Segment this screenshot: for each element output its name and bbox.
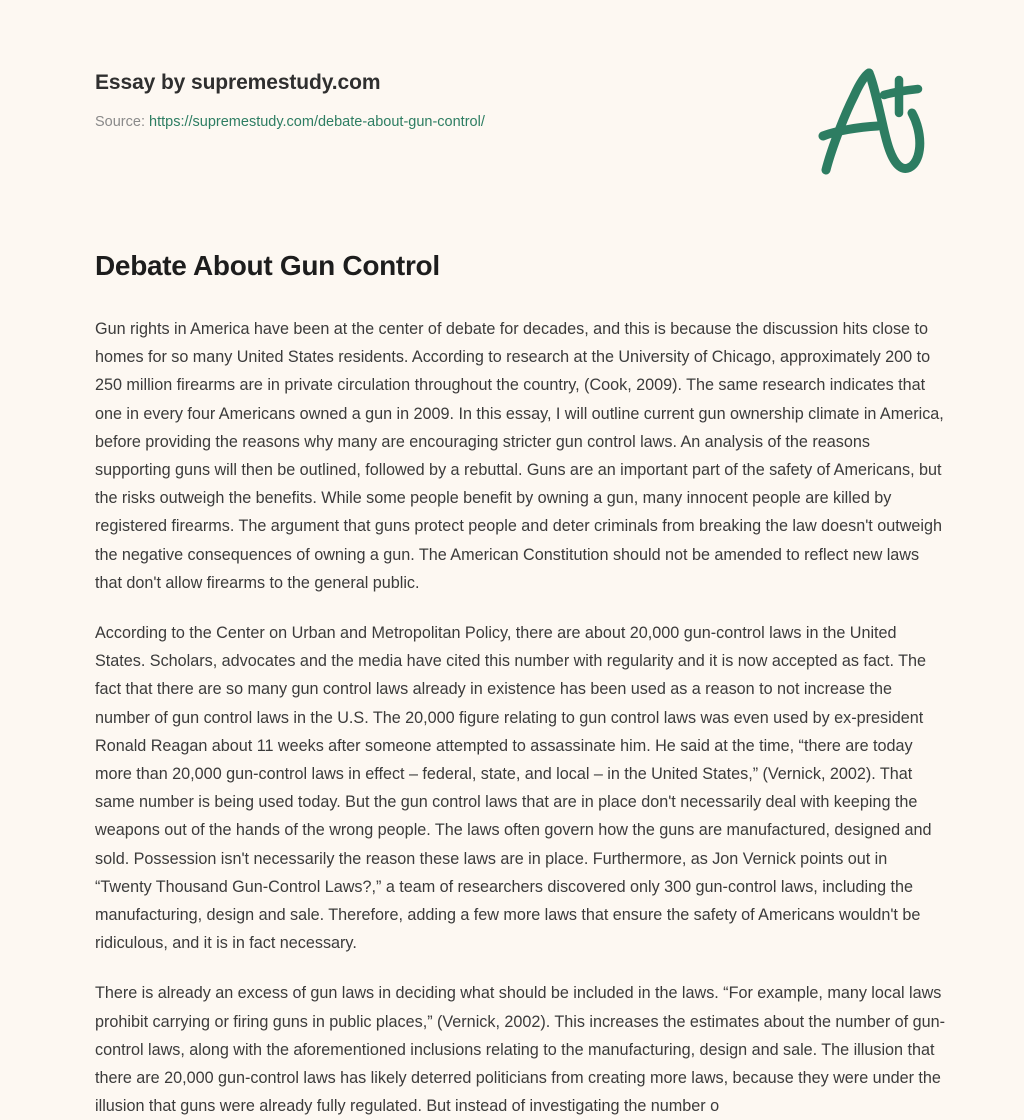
article-paragraph: According to the Center on Urban and Metropolitan Policy, there are about 20,000 gun-control laws in the United States. Scholars, advocates and the media have cited this number with regularity and it is now accepted as fact. The fact that there are so many gun control laws already in existence has been used as a reason to not increase the number of gun control laws in the U.S. The 20,000 figure relating to gun control laws was even used by ex-president Ronald Reagan about 11 weeks after someone attempted to assassinate him. He said at the time, “there are today more than 20,000 gun-control laws in effect – federal, state, and local – in the United States,” (Vernick, 2002). That same number is being used today. But the gun control laws that are in place don't necessarily deal with keeping the weapons out of the hands of the wrong people. The laws often govern how the guns are manufactured, designed and sold. Possession isn't necessarily the reason these laws are in place. Furthermore, as Jon Vernick points out in “Twenty Thousand Gun-Control Laws?,” a team of researchers discovered only 300 gun-control laws, including the manufacturing, design and sale. Therefore, adding a few more laws that ensure the safety of Americans wouldn't be ridiculous, and it is in fact necessary. [95,624,932,953]
source-url-link[interactable]: https://supremestudy.com/debate-about-gun-control/ [149,114,485,130]
article-paragraph: Gun rights in America have been at the center of debate for decades, and this is because the discussion hits close to homes for so many United States residents. According to research at the University of Chicago, approximately 200 to 250 million firearms are in private circulation throughout the country, (Cook, 2009). The same research indicates that one in every four Americans owned a gun in 2009. In this essay, I will outline current gun ownership climate in America, before providing the reasons why many are encouraging stricter gun control laws. An analysis of the reasons supporting guns will then be outlined, followed by a rebuttal. Guns are an important part of the safety of Americans, but the risks outweigh the benefits. While some people benefit by owning a gun, many innocent people are killed by registered firearms. The argument that guns protect people and deter criminals from breaking the law doesn't outweigh the negative consequences of owning a gun. The American Constitution should not be amended to reflect new laws that don't allow firearms to the general public. [95,320,944,592]
article [95,248,947,1120]
article-body [95,315,947,1120]
header-text-block [95,68,795,132]
article-paragraph-truncated: There is already an excess of gun laws in deciding what should be included in the laws. “For example, many local laws prohibit carrying or firing guns in public places,” (Vernick, 2002). This increases the estimates about the number of gun-control laws, along with the aforementioned inclusions relating to the manufacturing, design and sale. The illusion that there are 20,000 gun-control laws has likely deterred politicians from creating more laws, because they were under the illusion that guns were already fully regulated. But instead of investigating the number o [95,984,945,1116]
aplus-logo[interactable] [806,58,934,182]
page-title: Debate About Gun Control [95,250,440,281]
essay-attribution: Essay by supremestudy.com [95,71,381,94]
aplus-logo-icon [806,58,934,182]
source-line [95,112,795,132]
source-label: Source: [95,114,145,130]
document-header [0,0,1024,190]
